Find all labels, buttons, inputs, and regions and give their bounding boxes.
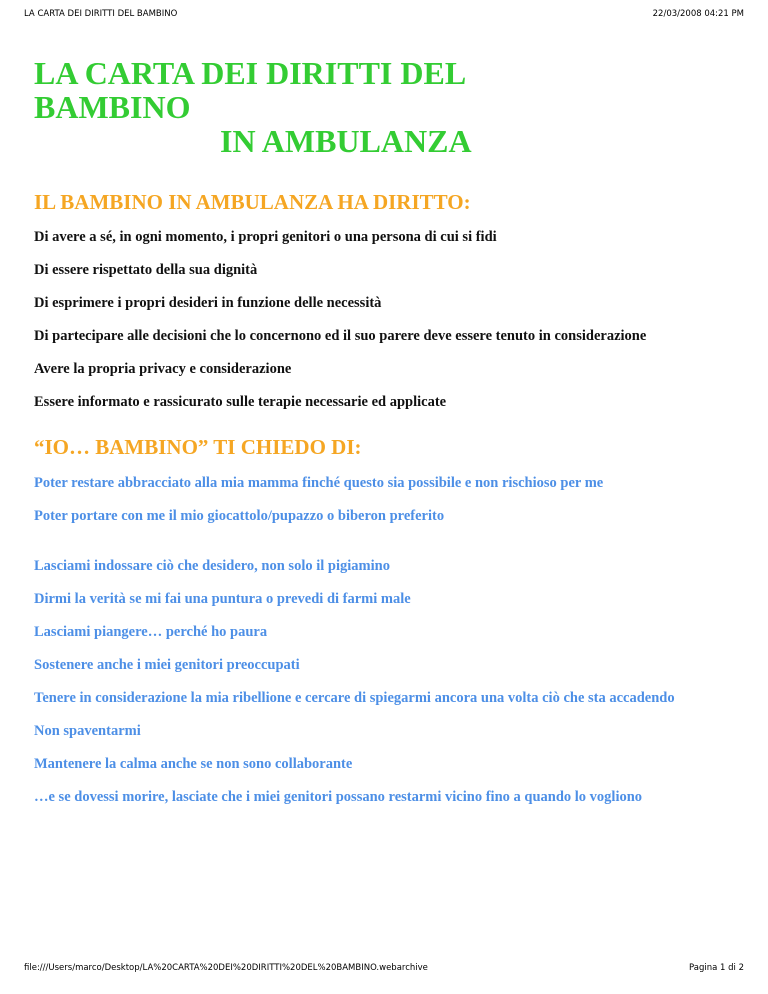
list-item: Sostenere anche i miei genitori preoccupati [34, 657, 300, 673]
list-item: …e se dovessi morire, lasciate che i miei genitori possano restarmi vicino fino a quando lo vogliono [34, 789, 643, 805]
list-item: Lasciami indossare ciò che desidero, non solo il pigiamino [34, 558, 390, 574]
print-header-title: LA CARTA DEI DIRITTI DEL BAMBINO [24, 9, 178, 19]
list-item: Di essere rispettato della sua dignità [34, 262, 258, 278]
list-item: Mantenere la calma anche se non sono collaborante [34, 756, 353, 772]
list-item: Tenere in considerazione la mia ribellione e cercare di spiegarmi ancora una volta ciò che sta accadendo [34, 690, 675, 706]
page-title [34, 56, 734, 158]
list-item: Lasciami piangere… perché ho paura [34, 624, 268, 640]
print-footer-file-path: file:///Users/marco/Desktop/LA%20CARTA%20DEI%20DIRITTI%20DEL%20BAMBINO.webarchive [24, 963, 428, 973]
list-item: Non spaventarmi [34, 723, 141, 739]
requests-list [34, 474, 734, 806]
print-footer [24, 963, 744, 973]
list-item: Essere informato e rassicurato sulle terapie necessarie ed applicate [34, 394, 447, 410]
list-item: Dirmi la verità se mi fai una puntura o prevedi di farmi male [34, 591, 411, 607]
requests-heading: “IO… BAMBINO” TI CHIEDO DI: [34, 435, 362, 459]
print-header [24, 9, 744, 19]
rights-heading: IL BAMBINO IN AMBULANZA HA DIRITTO: [34, 190, 471, 214]
list-item: Avere la propria privacy e considerazione [34, 361, 292, 377]
print-header-datetime: 22/03/2008 04:21 PM [652, 9, 744, 19]
title-line-3: IN AMBULANZA [220, 123, 472, 159]
list-item: Poter portare con me il mio giocattolo/pupazzo o biberon preferito [34, 508, 445, 524]
print-footer-page-label: Pagina 1 di 2 [689, 963, 744, 973]
title-line-2: BAMBINO [34, 89, 191, 125]
list-item: Di avere a sé, in ogni momento, i propri genitori o una persona di cui si fidi [34, 229, 497, 245]
list-item: Poter restare abbracciato alla mia mamma finché questo sia possibile e non rischioso per me [34, 475, 604, 491]
list-item: Di partecipare alle decisioni che lo concernono ed il suo parere deve essere tenuto in considerazione [34, 328, 647, 344]
rights-list [34, 228, 734, 411]
document-body [34, 56, 734, 821]
list-item: Di esprimere i propri desideri in funzione delle necessità [34, 295, 382, 311]
title-line-1: LA CARTA DEI DIRITTI DEL [34, 55, 467, 91]
